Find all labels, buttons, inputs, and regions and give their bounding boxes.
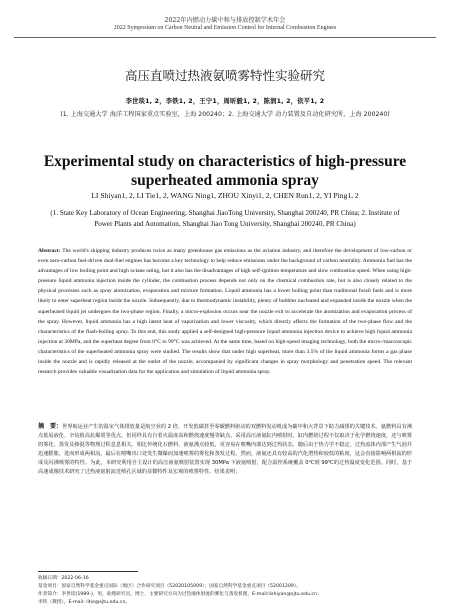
footnote-rule (38, 571, 138, 572)
affiliation-en: (1. State Key Laboratory of Ocean Engineering, Shanghai JiaoTong University, Shanghai 200240, PR China; 2. Institute of Power Plants and Automation, Shanghai Jiao Tong University, Shanghai 200240, PR China) (50, 209, 400, 228)
affiliation-cn: (1. 上海交通大学 海洋工程国家重点实验室，上海 200240；2. 上海交通大学 动力装置及自动化研究所，上海 200240) (60, 111, 390, 118)
footnote-corresponding: 李铁（教授），E-mail: litie@sjtu.edu.cn。 (38, 600, 131, 605)
running-header-cn: 2022年内燃动力碳中和与排放控制学术年会 (164, 17, 286, 24)
abstract-en-text: The world's shipping industry produces twice as many greenhouse gas emissions as the aviation industry, and therefore the development of low-carbon or even zero-carbon fuel-driven dual-fuel engines has become a key technology to help reduce emissions under the background of carbon neutrality. Ammonia fuel has the advantages of low boiling point and high octane rating, but it also has the disadvantages of high self-ignition temperature and slow combustion speed. When using high-pressure liquid ammonia injection inside the cylinder, the combustion process depends not only on the chemical combustion rate, but is also closely related to the physical processes such as spray atomization, evaporation and mixture formation. Liquid ammonia has a lower boiling point than traditional fossil fuels and is more likely to enter superheat region inside the nozzle. Subsequently, due to thermodynamic instability, plenty of bubbles nucleated and expanded inside the nozzle when the superheated liquid jet undergoes the two-phase region. Finally, a micro-explosion occurs near the nozzle exit to accelerate the atomization and evaporation process of the spray. However, liquid ammonia has a high latent heat of vaporization and lower viscosity, which directly affects the formation of the two-phase flow and the characteristics of the flash-boiling spray. To this end, this study applied a self-designed high-pressure liquid ammonia injection device to achieve high liquid ammonia injection at 30MPa, and the superheat degree from 0°C to 99°C was achieved. At the same time, based on high-speed imaging technology, both the micro-/macroscopic characteristics of the superheated ammonia spray were studied. The results show that under high superheat, more than 3.5% of the liquid ammonia forms a gas phase inside the nozzle and is rapidly released at the outlet of the nozzle, accompanied by significant changes in spray morphology and penetration speed. The relevant research provides valuable visualization data for the application and simulation of liquid ammonia spray. (38, 248, 412, 376)
footnote-received: 收稿日期：2022-06-16 (38, 576, 89, 581)
abstract-cn-text: 世界航运业产生的温室气体排放量是航空业的 2 倍，开发低碳甚至零碳燃料驱动的双燃料发动机成为碳中和大背景下助力减排的关键技术。氨燃料具有沸点低易液化、辛烷值高抗爆震等优点，但同样具有自着火温度高和燃烧速度慢等缺点。采用高压液氨缸内喷射时，缸内燃烧过程不仅取决于化学燃烧速度，还与喷雾的雾化、蒸发及掺混等物理过程息息相关。相比传统化石燃料，液氨沸点较低，更容易在喷嘴内部达到过热状态。随后由于热力学不稳定，过热流体内部产生气泡并迅速膨胀，进而形成两相流，最后在喷嘴出口处发生微爆而加速喷雾的雾化和蒸发过程。然而，液氨还具有较高的汽化潜热和较低的粘度，这会直接影响两相流的形成及闪沸喷雾的特性。为此，本研究利用自主设计的高压液氨喷射装置实现 30MPa 下液氨喷射，配合温控系统覆盖 0℃到 99℃的过热温度变化范围。同时，基于高速成像技术研究了过热液氨射流近喷孔区域的显微特性及宏观的喷雾特性。结果表明： (38, 424, 412, 475)
title-cn: 高压直喷过热液氨喷雾特性实验研究 (124, 68, 325, 83)
footnote-author-bio: 作者简介：李世琰(1989-)，男，助理研究员，博士，主要研究方向为过热液体射流的雾化与蒸发机理，E-mail:lishiyan@sjtu.edu.cn； (38, 592, 322, 597)
abstract-en-label: Abstract: (38, 248, 61, 254)
abstract-cn (38, 422, 412, 477)
footnote-funding: 基金项目：国家自然科学基金重点国际（地区）合作研究项目（52020105009）；国家自然科学基金重点项目（52001209）。 (38, 584, 301, 589)
header-rule (14, 37, 436, 38)
abstract-en (38, 246, 412, 377)
title-en: Experimental study on characteristics of high-pressure superheated ammonia spray (43, 153, 407, 189)
abstract-cn-label: 摘 要： (38, 423, 63, 430)
running-header-en: 2022 Symposium on Carbon Neutral and Emission Control for Internal Combustion Engines (113, 25, 337, 31)
authors-en: LI Shiyan1, 2, LI Tie1, 2, WANG Ning1, ZHOU Xinyi1, 2, CHEN Run1, 2, YI Ping1, 2 (91, 191, 359, 200)
authors-cn: 李世琰1, 2，李铁1, 2，王宁1，周昕毅1, 2，陈润1, 2，依平1, 2 (125, 98, 325, 105)
